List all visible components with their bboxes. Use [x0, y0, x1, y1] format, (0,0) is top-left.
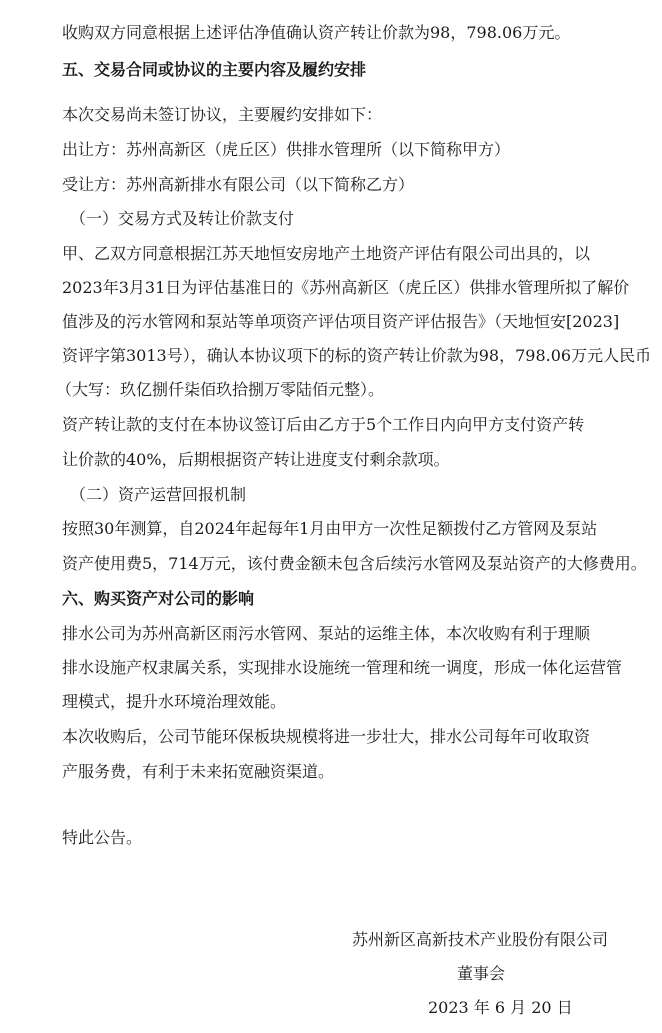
signature-date: 2023 年 6 月 20 日: [428, 998, 573, 1017]
subsection-1-heading: （一）交易方式及转让价款支付: [70, 209, 295, 228]
payment-para-line: （大写：玖亿捌仟柒佰玖拾捌万零陆佰元整）。: [56, 380, 385, 399]
signature-board: 董事会: [457, 964, 506, 983]
section-5-para-1: 本次交易尚未签订协议，主要履约安排如下：: [62, 105, 383, 124]
payment-para-line: 资评字第3013号），确认本协议项下的标的资产转让价款为98，798.06万元人民币: [62, 346, 652, 365]
subsection-2-heading: （二）资产运营回报机制: [70, 485, 247, 504]
section-5-heading: 五、交易合同或协议的主要内容及履约安排: [62, 60, 367, 79]
payment-para-line: 2023年3月31日为评估基准日的《苏州高新区（虎丘区）供排水管理所拟了解价: [62, 278, 630, 297]
payment-para-line: 甲、乙双方同意根据江苏天地恒安房地产土地资产评估有限公司出具的，以: [62, 244, 591, 263]
impact-para-line: 排水公司为苏州高新区雨污水管网、泵站的运维主体，本次收购有利于理顺: [62, 624, 591, 643]
transfer-payment-line: 让价款的40%，后期根据资产转让进度支付剩余款项。: [62, 450, 450, 469]
intro-paragraph: 收购双方同意根据上述评估净值确认资产转让价款为98，798.06万元。: [62, 23, 571, 42]
payment-para-line: 值涉及的污水管网和泵站等单项资产评估项目资产评估报告》（天地恒安[2023]: [62, 312, 620, 331]
transfer-payment-line: 资产转让款的支付在本协议签订后由乙方于5个工作日内向甲方支付资产转: [62, 415, 585, 434]
section-5-transferee: 受让方：苏州高新排水有限公司（以下简称乙方）: [62, 175, 415, 194]
signature-company: 苏州新区高新技术产业股份有限公司: [352, 930, 609, 949]
growth-para-line: 产服务费，有利于未来拓宽融资渠道。: [62, 762, 335, 781]
impact-para-line: 排水设施产权隶属关系，实现排水设施统一管理和统一调度，形成一体化运营管: [62, 658, 623, 677]
return-mechanism-line: 按照30年测算，自2024年起每年1月由甲方一次性足额拨付乙方管网及泵站: [62, 519, 598, 538]
return-mechanism-line: 资产使用费5，714万元，该付费金额未包含后续污水管网及泵站资产的大修费用。: [62, 554, 647, 573]
growth-para-line: 本次收购后，公司节能环保板块规模将进一步壮大，排水公司每年可收取资: [62, 727, 591, 746]
section-6-heading: 六、购买资产对公司的影响: [62, 589, 255, 608]
impact-para-line: 理模式，提升水环境治理效能。: [62, 692, 287, 711]
notice-closing: 特此公告。: [62, 828, 143, 847]
section-5-transferor: 出让方：苏州高新区（虎丘区）供排水管理所（以下简称甲方）: [62, 140, 511, 159]
